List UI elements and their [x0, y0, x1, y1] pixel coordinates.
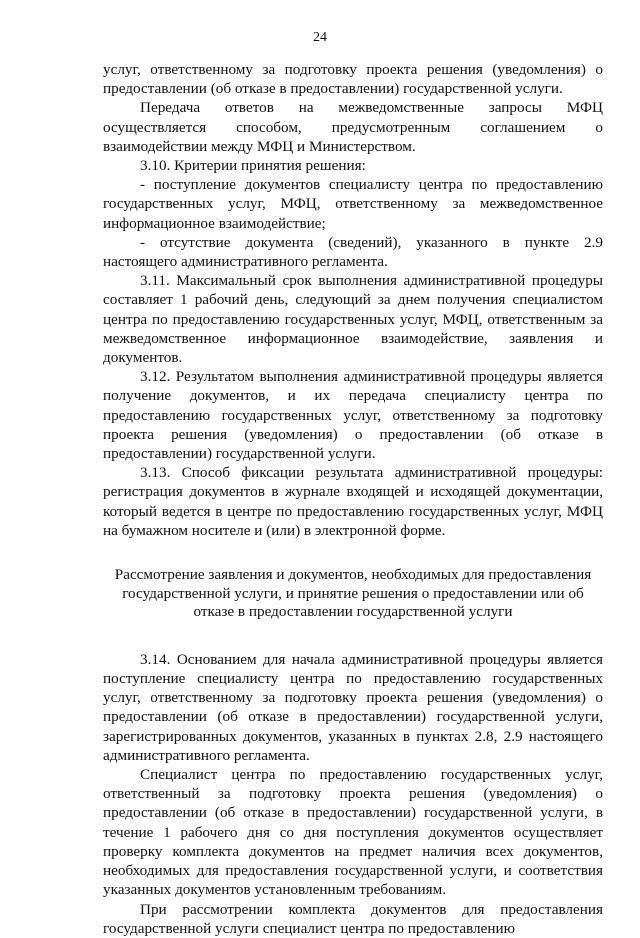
paragraph: услуг, ответственному за подготовку проекта решения (уведомления) о предоставлении (об отказе в предоставлении) государственной услуги. [103, 61, 603, 98]
paragraph: 3.10. Критерии принятия решения: [140, 157, 366, 175]
paragraph: 3.11. Максимальный срок выполнения административной процедуры составляет 1 рабочий день, следующий за днем получения специалистом центра по предоставлению государственных услуг, МФЦ, ответственным за межведомственное информационное взаимодействие, заявления и документов. [103, 272, 603, 367]
list-item: - отсутствие документа (сведений), указанного в пункте 2.9 настоящего административного регламента. [103, 233, 603, 271]
paragraph: Передача ответов на межведомственные запросы МФЦ осуществляется способом, предусмотренным соглашением о взаимодействии между МФЦ и Министерством. [103, 99, 603, 155]
list-item: - поступление документов специалисту центра по предоставлению государственных услуг, МФЦ, ответственному за межведомственное информационное взаимодействие; [103, 176, 603, 232]
paragraph: При рассмотрении комплекта документов для предоставления государственной услуги специалист центра по предоставлению [103, 900, 603, 937]
page-number: 24 [313, 30, 327, 45]
section-heading: Рассмотрение заявления и документов, необходимых для предоставления государственной услуги, и принятие решения о предоставлении или об отказе в предоставлении государственной услуги [114, 566, 592, 621]
paragraph: 3.12. Результатом выполнения административной процедуры является получение документов, и их передача специалисту центра по предоставлению государственных услуг, ответственному за подготовку проекта решения (уведомления) о предоставлении (об отказе в предоставлении) государственной услуги. [103, 368, 603, 463]
paragraph: Специалист центра по предоставлению государственных услуг, ответственный за подготовку проекта решения (уведомления) о предоставлении (об отказе в предоставлении) государственной услуги, в течение 1 рабочего дня со дня поступления документов осуществляет проверку комплекта документов на предмет наличия всех документов, необходимых для предоставления государственной услуги, и соответствия указанных документов установленным требованиям. [103, 766, 603, 899]
paragraph: 3.14. Основанием для начала административной процедуры является поступление специалисту центра по предоставлению государственных услуг, ответственному за подготовку проекта решения (уведомления) о предоставлении (об отказе в предоставлении) государственной услуги, зарегистрированных документов, указанных в пунктах 2.8, 2.9 настоящего административного регламента. [103, 650, 603, 764]
document-body [103, 60, 603, 938]
paragraph: 3.13. Способ фиксации результата административной процедуры: регистрация документов в журнале входящей и исходящей документации, который ведется в центре по предоставлению государственных услуг, МФЦ на бумажном носителе и (или) в электронной форме. [103, 464, 603, 539]
